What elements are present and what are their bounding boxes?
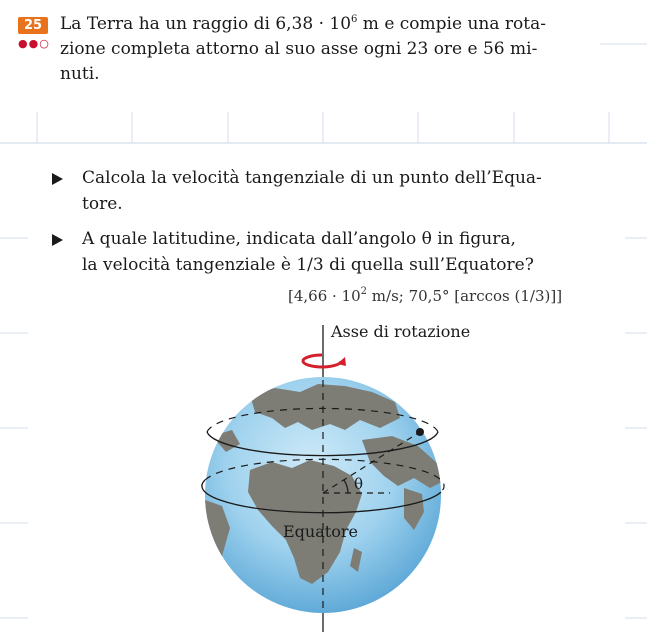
answer-exponent: 2 <box>360 286 368 297</box>
difficulty-dots: ●●○ <box>18 37 50 50</box>
answer-text-a: [4,66 · 10 <box>288 287 361 305</box>
answer-text-b: m/s; 70,5° [arccos (1/3)]] <box>367 287 563 305</box>
rotation-arrow-icon <box>303 355 346 367</box>
question-1-line-1: Calcola la velocità tangenziale di un punto dell’Equa- <box>82 168 542 188</box>
intro-text-a: La Terra ha un raggio di 6,38 · 10 <box>60 14 352 34</box>
question-2-line-2: la velocità tangenziale è 1/3 di quella sull’Equatore? <box>82 255 534 275</box>
axis-label: Asse di rotazione <box>331 322 471 341</box>
intro-text-b: m e compie una rota- <box>357 14 546 34</box>
intro-exponent: 6 <box>351 14 358 25</box>
surface-point <box>416 428 424 436</box>
intro-line-2: zione completa attorno al suo asse ogni 23 ore e 56 mi- <box>60 39 538 59</box>
intro-line-3: nuti. <box>60 64 100 84</box>
equator-label: Equatore <box>283 522 358 541</box>
theta-label: θ <box>354 475 364 493</box>
problem-number-badge: 25 <box>18 17 48 34</box>
question-1-line-2: tore. <box>82 194 123 214</box>
question-2-line-1: A quale latitudine, indicata dall’angolo θ in figura, <box>82 229 516 249</box>
